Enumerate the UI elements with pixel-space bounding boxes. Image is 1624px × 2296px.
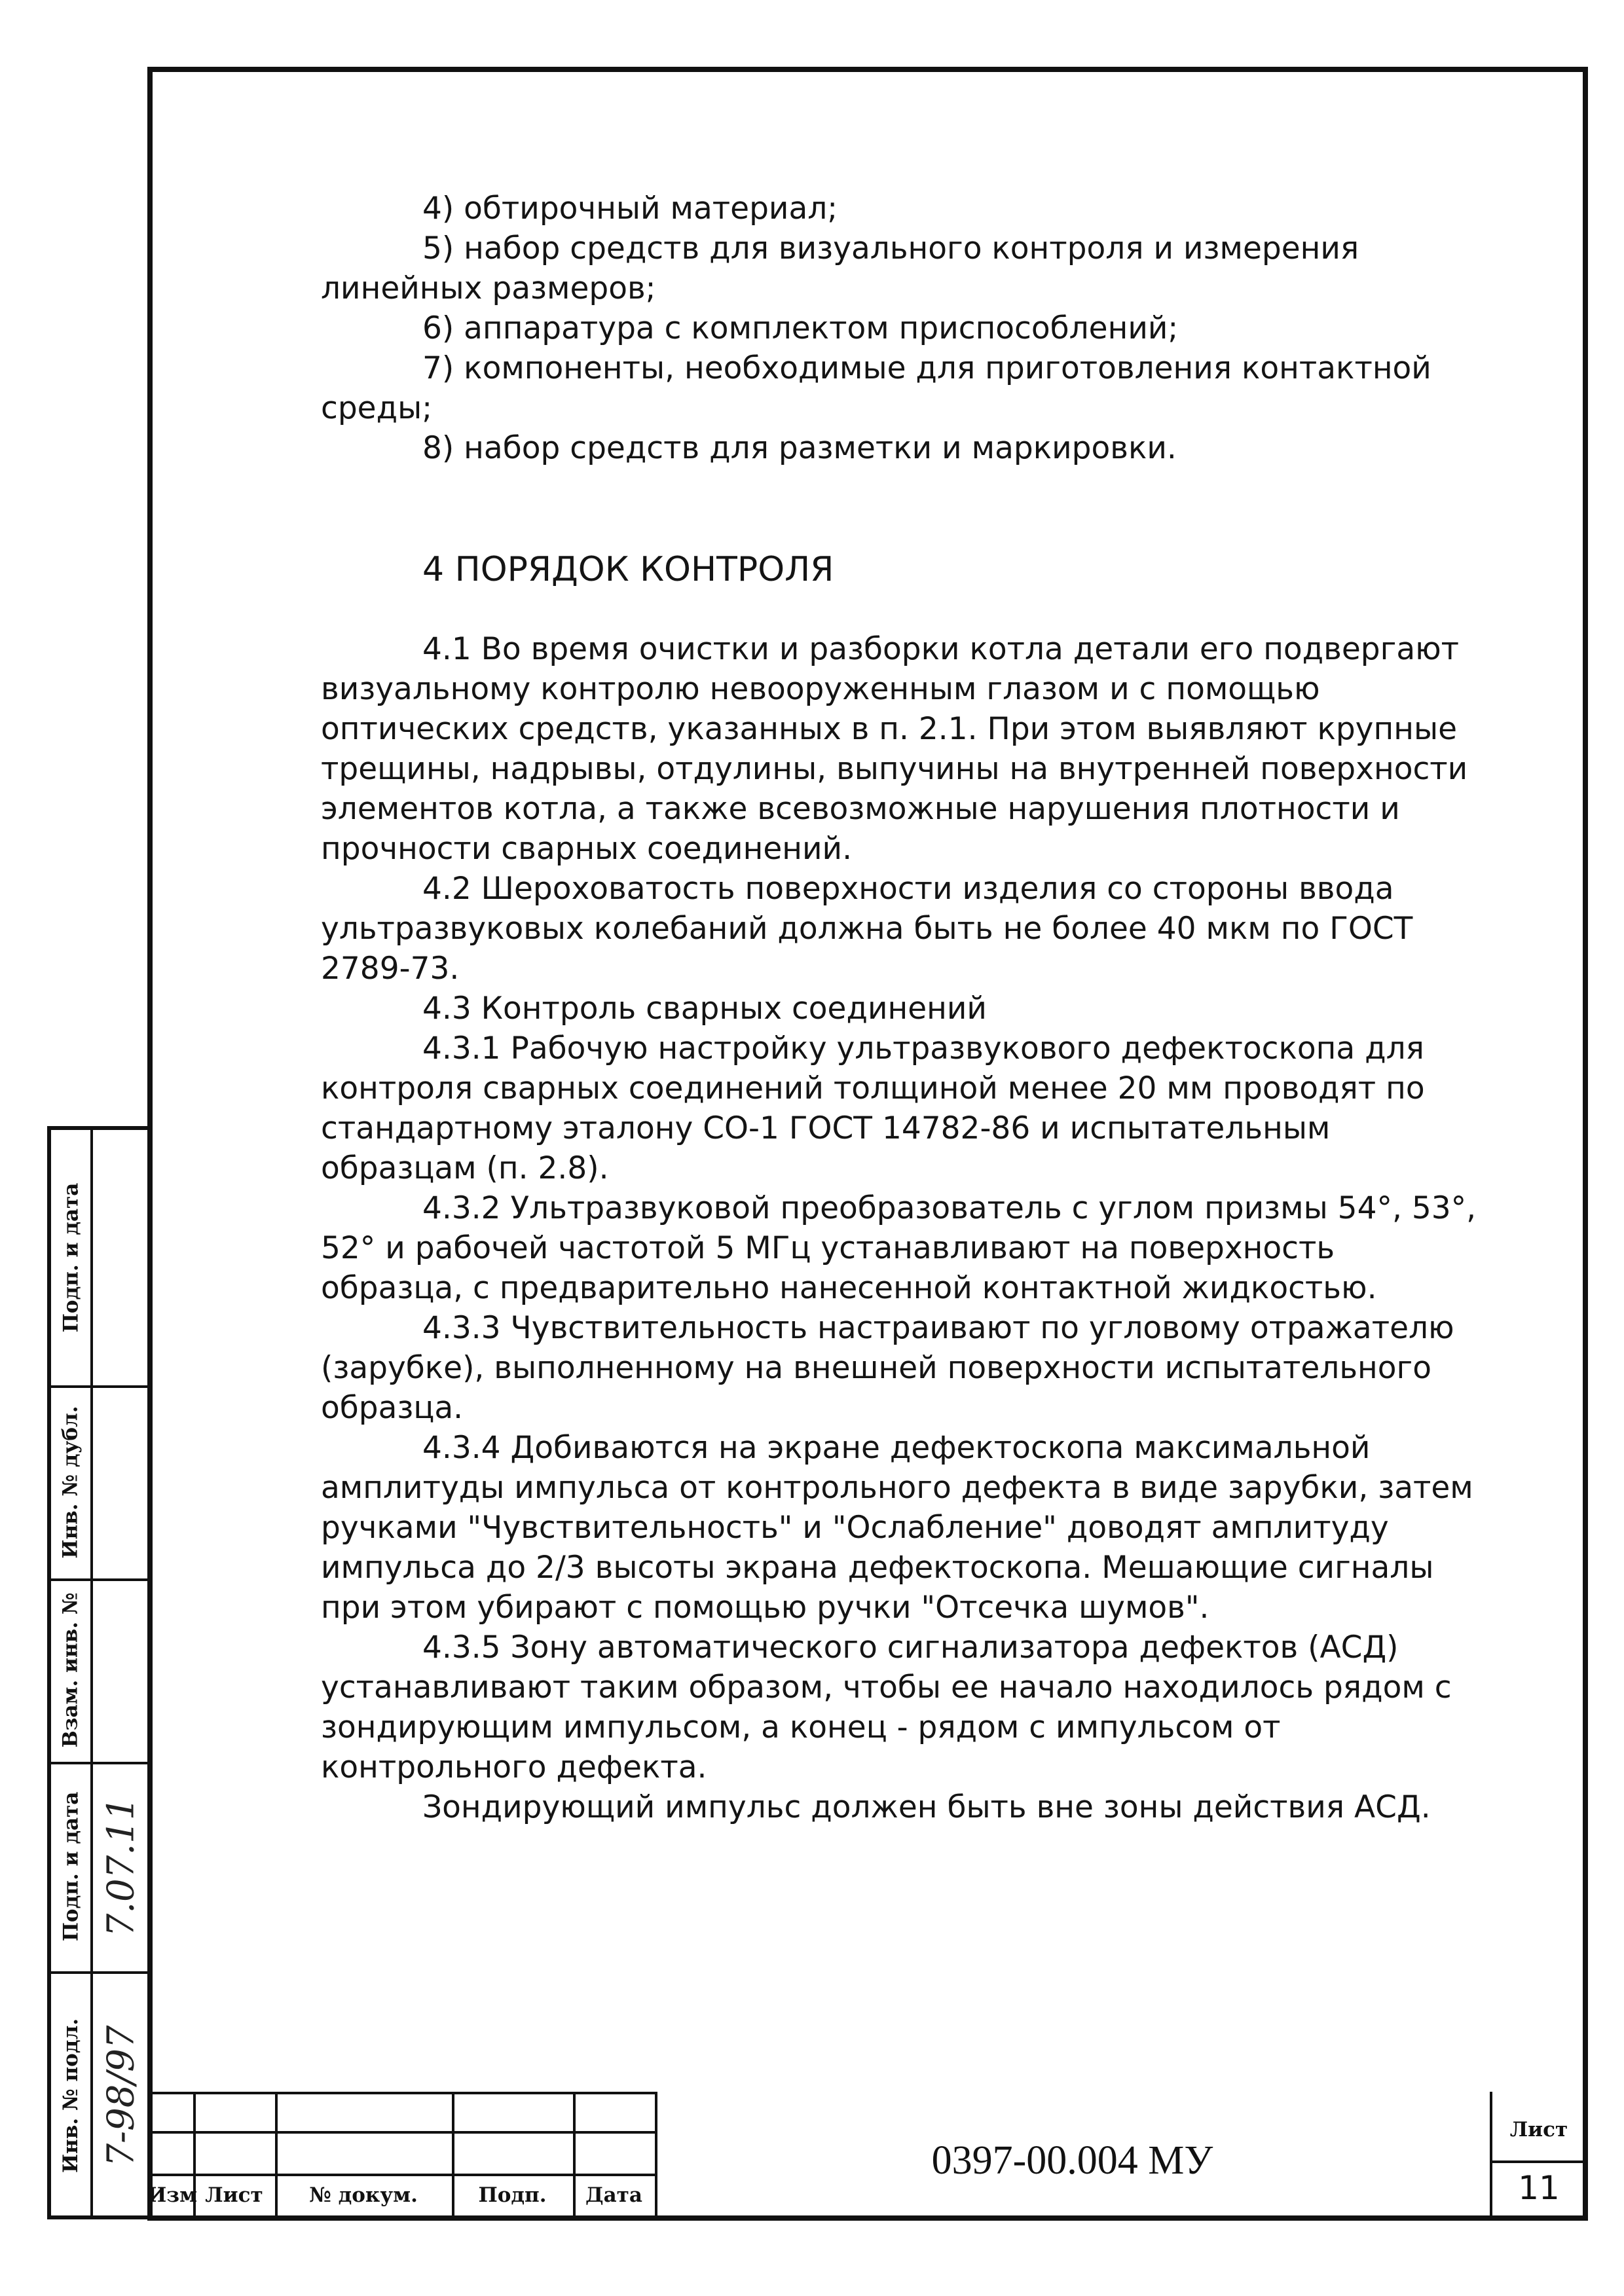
title-block-line xyxy=(147,2131,655,2134)
section-heading: 4 ПОРЯДОК КОНТРОЛЯ xyxy=(422,550,834,589)
list-item: 8) набор средств для разметки и маркировки. xyxy=(422,430,1177,466)
side-label-replace-inv: Взам. инв. № xyxy=(59,1592,83,1748)
paragraph-4-2: 4.2 Шероховатость поверхности изделия со стороны ввода ультразвуковых колебаний должна быть не более 40 мкм по ГОСТ 2789-73. xyxy=(321,871,1413,987)
handwritten-inventory: 7-98/97 xyxy=(100,2025,143,2166)
paragraph-4-3-2: 4.3.2 Ультразвуковой преобразователь с углом призмы 54°, 53°, 52° и рабочей частотой 5 МГц устанавливают на поверхность образца, с предварительно нанесенной контактной жидкостью. xyxy=(321,1190,1477,1306)
paragraph-4-3-3: 4.3.3 Чувствительность настраивают по угловому отражателю (зарубке), выполненному на внешней поверхности испытательного образца. xyxy=(321,1310,1454,1426)
col-list-label: Лист xyxy=(205,2183,263,2207)
sheet-label: Лист xyxy=(1509,2118,1568,2141)
paragraph-probe-pulse: Зондирующий импульс должен быть вне зоны действия АСД. xyxy=(422,1789,1431,1825)
paragraph-4-3-4: 4.3.4 Добиваются на экране дефектоскопа максимальной амплитуды импульса от контрольного дефекта в виде зарубки, затем ручками "Чувствительность" и "Ослабление" доводят амплитуду импульса до 2/3 высоты экрана дефектоскопа. Мешающие сигналы при этом убирают с помощью ручки "Отсечка шумов". xyxy=(321,1430,1473,1626)
title-block-line xyxy=(147,2174,655,2176)
document-body xyxy=(321,189,1486,1827)
sheet-number: 11 xyxy=(1518,2169,1560,2207)
col-podp-label: Подп. xyxy=(478,2183,547,2207)
paragraph-4-3: 4.3 Контроль сварных соединений xyxy=(422,991,987,1027)
paragraph-4-3-5: 4.3.5 Зону автоматического сигнализатора дефектов (АСД) устанавливают таким образом, чтобы ее начало находилось рядом с зондирующим импульсом, а конец - рядом с импульсом от контрольного дефекта. xyxy=(321,1630,1452,1785)
col-data-label: Дата xyxy=(585,2183,642,2207)
paragraph-4-1: 4.1 Во время очистки и разборки котла детали его подвергают визуальному контролю невооруженным глазом и с помощью оптических средств, указанных в п. 2.1. При этом выявляют крупные трещины, надрывы, отдулины, выпучины на внутренней поверхности элементов котла, а также всевозможные нарушения плотности и прочности сварных соединений. xyxy=(321,631,1468,867)
title-block-line xyxy=(1490,2160,1588,2163)
side-label-dup-inv: Инв. № дубл. xyxy=(59,1405,83,1559)
list-item: 4) обтирочный материал; xyxy=(422,191,838,227)
side-stamp xyxy=(47,1126,147,2219)
list-item: 7) компоненты, необходимые для приготовления контактной среды; xyxy=(321,350,1431,426)
title-block xyxy=(147,2092,1588,2221)
side-label-orig-inv: Инв. № подл. xyxy=(59,2018,83,2174)
title-block-line xyxy=(147,2092,655,2094)
handwritten-date: 7.07.11 xyxy=(100,1796,143,1937)
col-izm-label: Изм xyxy=(147,2183,198,2207)
list-item: 6) аппаратура с комплектом приспособлений; xyxy=(422,310,1179,346)
document-number: 0397-00.004 МУ xyxy=(931,2138,1213,2183)
side-label-sign-date: Подп. и дата xyxy=(59,1182,83,1333)
paragraph-4-3-1: 4.3.1 Рабочую настройку ультразвукового дефектоскопа для контроля сварных соединений толщиной менее 20 мм проводят по стандартному эталону СО-1 ГОСТ 14782-86 и испытательным образцам (п. 2.8). xyxy=(321,1030,1425,1186)
list-item: 5) набор средств для визуального контроля и измерения линейных размеров; xyxy=(321,230,1359,306)
side-label-sign-date: Подп. и дата xyxy=(59,1791,83,1942)
col-doc-label: № докум. xyxy=(309,2183,418,2207)
